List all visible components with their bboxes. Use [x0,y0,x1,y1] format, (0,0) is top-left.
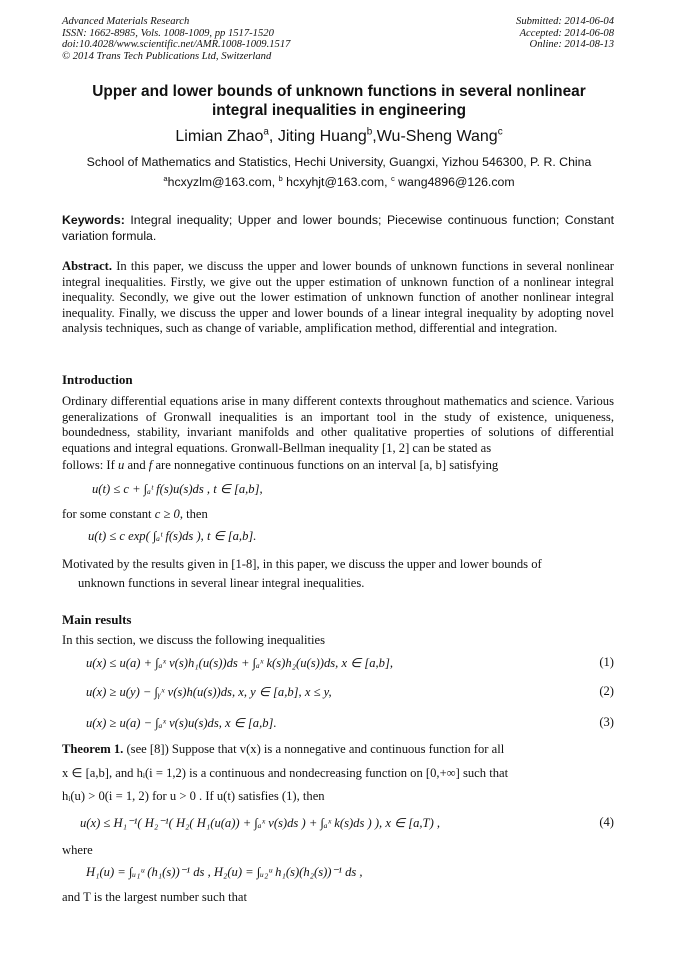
theorem-text: (see [8]) Suppose that v(x) is a nonnegative and continuous function for all [123,742,505,756]
abstract-text: In this paper, we discuss the upper and lower bounds of unknown functions in several nonlinear integral inequalities. Firstly, we give out the upper estimation of unknown function of a nonlinear integral inequality. Secondly, we give out the lower estimation of unknown function of another nonlinear integral inequality. Finally, we discuss the upper and lower bounds of a linear integral inequality by adopting novel analysis techniques, such as change of variable, amplification method, differential and integration. [62,259,614,336]
abstract-label: Abstract. [62,259,113,273]
title-line-2: integral inequalities in engineering [212,102,466,119]
email: wang4896@126.com [394,175,515,189]
paper-title [70,82,608,120]
journal-name: Advanced Materials Research [62,16,190,27]
doi-line: doi:10.4028/www.scientific.net/AMR.1008-1009.1517 [62,39,291,50]
author-sup: a [263,126,269,138]
emails [0,175,678,189]
text: and [127,458,146,472]
equation-number-1: (1) [599,655,614,669]
equation-1: u(x) ≤ u(a) + ∫ₐˣ v(s)h₁(u(s))ds + ∫ₐˣ k(s)h₂(u(s))ds, x ∈ [a,b], [86,656,394,670]
equation-4: u(x) ≤ H₁⁻¹( H₂⁻¹( H₂( H₁(u(a)) + ∫ₐˣ v(s)ds ) + ∫ₐˣ k(s)ds ) ), x ∈ [a,T) , [80,816,441,830]
dates-header [516,16,614,51]
submitted-date: Submitted: 2014-06-04 [516,16,614,27]
constant-line [62,506,614,522]
math-var: u [117,458,125,472]
abstract [62,259,614,337]
motivation-line-1: Motivated by the results given in [1-8], in this paper, we discuss the upper and lower bounds of [62,557,542,571]
affiliation: School of Mathematics and Statistics, Hechi University, Guangxi, Yizhou 546300, P. R. China [86,155,592,169]
author-name: Limian Zhao [175,128,264,145]
main-results-lead: In this section, we discuss the following inequalities [62,633,326,647]
author-name: ,Wu-Sheng Wang [372,128,498,145]
main-results-heading: Main results [62,612,132,627]
where-label: where [62,843,93,857]
copyright-line: © 2014 Trans Tech Publications Ltd, Switzerland [62,50,272,62]
email: hcxyhjt@163.com, [282,175,391,189]
email-sup: c [390,173,395,183]
theorem-1-line-2: x ∈ [a,b], and hᵢ(i = 1,2) is a continuous and nondecreasing function on [0,+∞] such that [62,766,509,780]
gronwall-hypothesis-equation: u(t) ≤ c + ∫ₐᵗ f(s)u(s)ds , t ∈ [a,b], [92,482,263,496]
email: hcxyzlm@163.com, [167,175,279,189]
keywords [62,213,614,244]
equation-2: u(x) ≥ u(y) − ∫ᵧˣ v(s)h(u(s))ds, x, y ∈ [a,b], x ≤ y, [86,685,332,699]
text: , then [179,507,208,521]
theorem-1-line-1 [62,741,614,757]
email-sup: a [163,173,168,183]
theorem-1-line-3: hᵢ(u) > 0(i = 1, 2) for u > 0 . If u(t) satisfies (1), then [62,789,325,803]
equation-number-4: (4) [599,815,614,829]
gronwall-conclusion-equation: u(t) ≤ c exp( ∫ₐᵗ f(s)ds ), t ∈ [a,b]. [88,529,257,543]
motivation-line-2: unknown functions in several linear integral inequalities. [78,576,365,590]
issn-line: ISSN: 1662-8985, Vols. 1008-1009, pp 1517-1520 [62,27,274,39]
authors [0,128,678,146]
keywords-text: Integral inequality; Upper and lower bounds; Piecewise continuous function; Constant variation formula. [62,213,614,243]
closing-line: and T is the largest number such that [62,890,248,904]
author-sup: b [366,126,373,138]
online-date: Online: 2014-08-13 [529,39,614,50]
text: follows: If [62,458,115,472]
intro-heading: Introduction [62,372,133,387]
equation-3: u(x) ≥ u(a) − ∫ₐˣ v(s)u(s)ds, x ∈ [a,b]. [86,716,277,730]
email-sup: b [278,173,283,183]
equation-number-2: (2) [599,684,614,698]
author-sup: c [497,126,503,138]
accepted-date: Accepted: 2014-06-08 [519,27,614,39]
keywords-label: Keywords: [62,213,125,227]
math-var: f [148,458,153,472]
math-expr: c ≥ 0 [154,507,180,521]
intro-paragraph: Ordinary differential equations arise in many different contexts throughout mathematics and science. Various generalizations of Gronwall inequalities is an important tool in the study of existence, uniqueness, boundedness, stability, invariant manifolds and other qualitative properties of solutions of differential equations and integral equations. Gronwall-Bellman inequality [1, 2] can be stated as [62,394,614,455]
intro-condition-line [62,457,614,473]
theorem-label: Theorem 1. [62,742,124,756]
title-line-1: Upper and lower bounds of unknown functions in several nonlinear [92,83,586,100]
journal-header [62,16,290,62]
equation-number-3: (3) [599,715,614,729]
author-name: , Jiting Huang [268,128,367,145]
text: for some constant [62,507,152,521]
equation-5: H₁(u) = ∫ᵤ₁ᵘ (h₁(s))⁻¹ ds , H₂(u) = ∫ᵤ₂ᵘ h₁(s)(h₂(s))⁻¹ ds , [86,865,363,879]
text: are nonnegative continuous functions on an interval [a, b] satisfying [155,458,499,472]
